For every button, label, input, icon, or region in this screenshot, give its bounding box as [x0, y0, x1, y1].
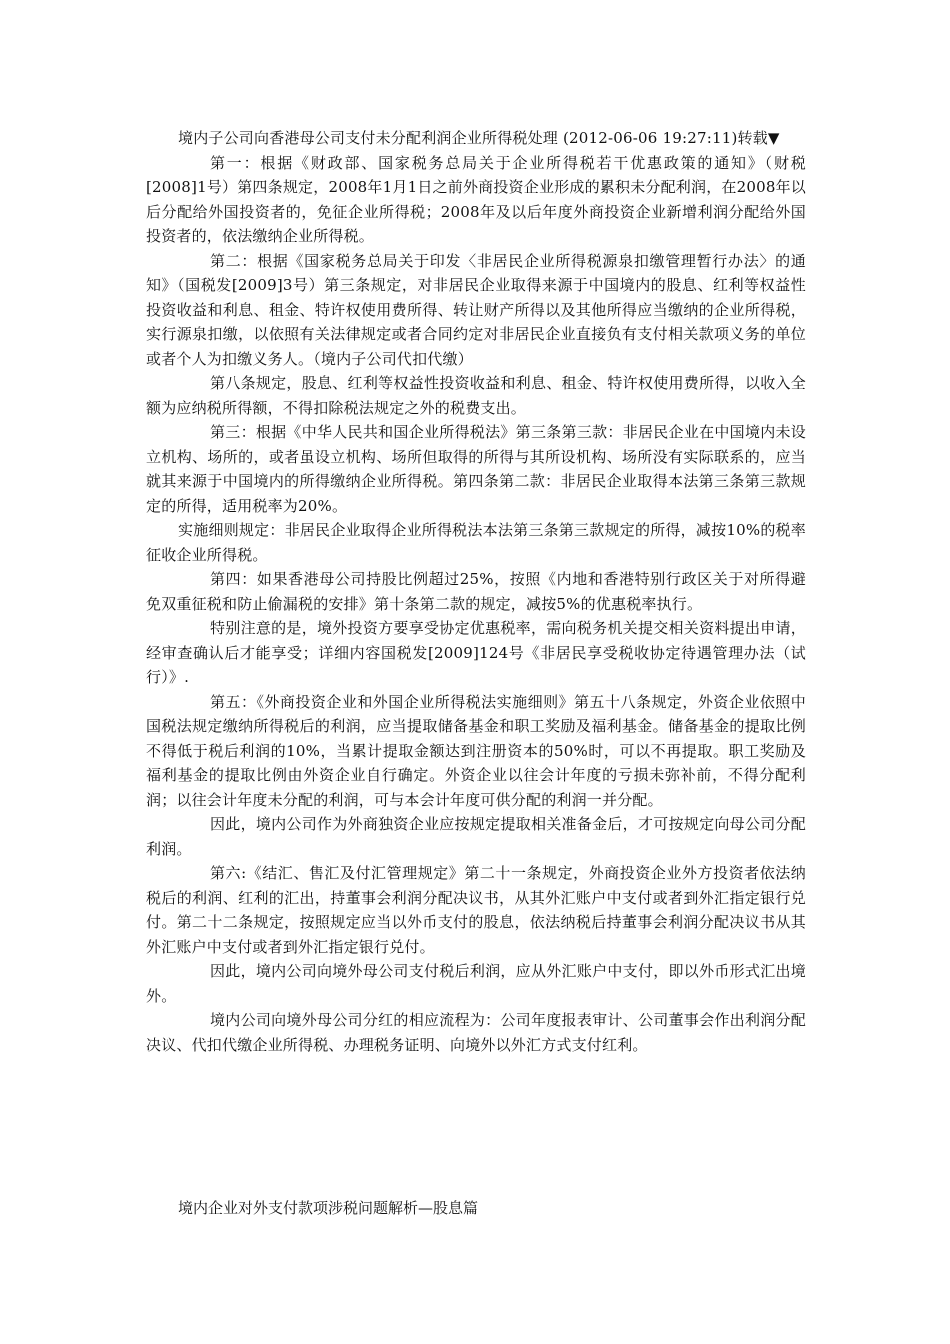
- paragraph-conclusion-2: 因此，境内公司向境外母公司支付税后利润，应从外汇账户中支付，即以外币形式汇出境外。: [146, 962, 806, 1005]
- paragraph-section-5: 第五：《外商投资企业和外国企业所得税法实施细则》第五十八条规定，外资企业依照中国税法规定缴纳所得税后的利润，应当提取储备基金和职工奖励及福利基金。储备基金的提取比例不得低于税后利润的10%，当累计提取金额达到注册资本的50%时，可以不再提取。职工奖励及福利基金的提取比例由外资企业自行确定。外资企业以往会计年度的亏损未弥补前，不得分配利润；以往会计年度未分配的利润，可与本会计年度可供分配的利润一并分配。: [146, 692, 806, 809]
- paragraph-conclusion-1: 因此，境内公司作为外商独资企业应按规定提取相关准备金后，才可按规定向母公司分配利润。: [146, 815, 806, 858]
- document-title: 境内子公司向香港母公司支付未分配利润企业所得税处理 (2012-06-06 19:27:11)转载▼: [178, 129, 780, 147]
- paragraph-section-3: 第三：根据《中华人民共和国企业所得税法》第三条第三款：非居民企业在中国境内未设立机构、场所的，或者虽设立机构、场所但取得的所得与其所设机构、场所没有实际联系的，应当就其来源于中国境内的所得缴纳企业所得税。第四条第二款：非居民企业取得本法第三条第三款规定的所得，适用税率为20%。: [146, 423, 806, 515]
- paragraph-article-8: 第八条规定，股息、红利等权益性投资收益和利息、租金、特许权使用费所得，以收入全额为应纳税所得额，不得扣除税法规定之外的税费支出。: [146, 374, 806, 417]
- paragraph-section-2: 第二：根据《国家税务总局关于印发〈非居民企业所得税源泉扣缴管理暂行办法〉的通知》（国税发[2009]3号）第三条规定，对非居民企业取得来源于中国境内的股息、红利等权益性投资收益和利息、租金、特许权使用费所得、转让财产所得以及其他所得应当缴纳的企业所得税，实行源泉扣缴，以依照有关法律规定或者合同约定对非居民企业直接负有支付相关款项义务的单位或者个人为扣缴义务人。（境内子公司代扣代缴）: [146, 251, 806, 368]
- document-body: [146, 126, 806, 1057]
- paragraph-section-4: 第四：如果香港母公司持股比例超过25%，按照《内地和香港特别行政区关于对所得避免双重征税和防止偷漏税的安排》第十条第二款的规定，减按5%的优惠税率执行。: [146, 570, 806, 613]
- paragraph-implementation-rules: 实施细则规定：非居民企业取得企业所得税法本法第三条第三款规定的所得，减按10%的税率征收企业所得税。: [146, 521, 806, 564]
- paragraph-special-note: 特别注意的是，境外投资方要享受协定优惠税率，需向税务机关提交相关资料提出申请，经审查确认后才能享受；详细内容国税发[2009]124号《非居民享受税收协定待遇管理办法（试行）》.: [146, 619, 806, 686]
- paragraph-section-6: 第六:《结汇、售汇及付汇管理规定》第二十一条规定，外商投资企业外方投资者依法纳税后的利润、红利的汇出，持董事会利润分配决议书，从其外汇账户中支付或者到外汇指定银行兑付。第二十二条规定，按照规定应当以外币支付的股息，依法纳税后持董事会利润分配决议书从其外汇账户中支付或者到外汇指定银行兑付。: [146, 864, 806, 956]
- paragraph-section-1: 第一：根据《财政部、国家税务总局关于企业所得税若干优惠政策的通知》（财税[2008]1号）第四条规定，2008年1月1日之前外商投资企业形成的累积未分配利润，在2008年以后分配给外国投资者的，免征企业所得税；2008年及以后年度外商投资企业新增利润分配给外国投资者的，依法缴纳企业所得税。: [146, 153, 806, 245]
- next-article-title: 境内企业对外支付款项涉税问题解析—股息篇: [178, 1199, 479, 1217]
- paragraph-process: 境内公司向境外母公司分红的相应流程为：公司年度报表审计、公司董事会作出利润分配决议、代扣代缴企业所得税、办理税务证明、向境外以外汇方式支付红利。: [146, 1011, 806, 1054]
